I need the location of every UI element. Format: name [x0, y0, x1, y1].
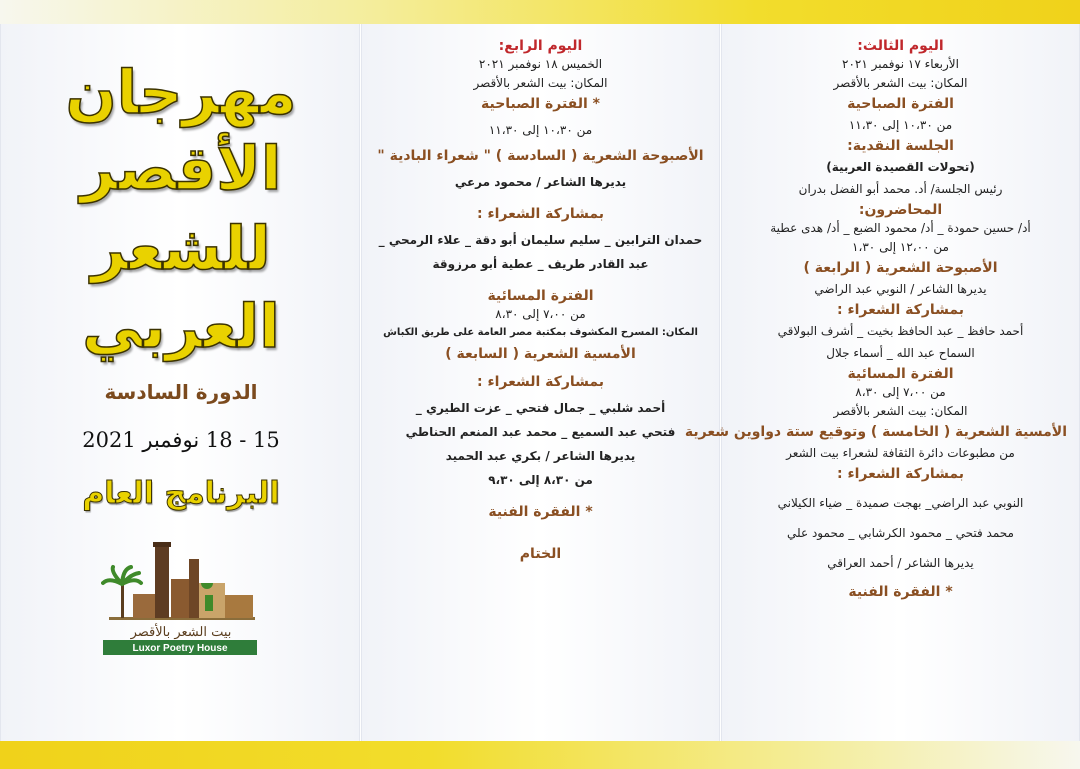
day4-poets-2: عبد القادر طريف _ عطية أبو مرزوقة: [432, 257, 649, 271]
day3-poets-1: أحمد حافظ _ عبد الحافظ بخيت _ أشرف البولاقي: [777, 324, 1024, 338]
day4-art-segment: * الفقرة الفنية: [488, 504, 593, 520]
day4-evening-time: من ٧،٠٠ إلى ٨،٣٠: [495, 307, 586, 321]
luxor-poetry-house-logo: [101, 539, 261, 659]
day4-closing: الختام: [519, 546, 562, 562]
day3-place: المكان: بيت الشعر بالأقصر: [833, 76, 968, 90]
day3-evening-place: المكان: بيت الشعر بالأقصر: [833, 404, 968, 418]
day4-poets-4: فتحي عبد السميع _ محمد عبد المنعم الحناطي: [405, 425, 676, 439]
day3-topic: (تحولات القصيدة العربية): [826, 160, 975, 174]
day4-morning-session: الأصبوحة الشعرية ( السادسة ) " شعراء البادية ": [377, 148, 704, 164]
day3-evening-time: من ٧،٠٠ إلى ٨،٣٠: [855, 385, 946, 399]
festival-title-line-2: الأقصر: [80, 134, 282, 204]
festival-title-line-3: للشعر: [91, 214, 271, 284]
day4-participation: بمشاركة الشعراء :: [476, 206, 605, 222]
day4-poets-3: أحمد شلبي _ جمال فتحي _ عزت الطيري _: [415, 401, 666, 415]
festival-title-line-4: العربي: [82, 292, 280, 362]
day4-evening-host: يديرها الشاعر / بكري عبد الحميد: [445, 449, 636, 463]
bottom-yellow-band: [0, 741, 1080, 769]
day3-morning-host: يديرها الشاعر / النوبي عبد الراضي: [814, 282, 987, 296]
day4-date: الخميس ١٨ نوفمبر ٢٠٢١: [478, 57, 603, 71]
festival-title-line-1: مهرجان: [65, 58, 297, 128]
day3-lecture-time: من ١٢،٠٠ إلى ١،٣٠: [852, 240, 949, 254]
day3-evening-host: يديرها الشاعر / أحمد العراقي: [827, 556, 974, 570]
day4-poets-1: حمدان الترابين _ سليم سليمان أبو دقة _ علاء الرمحي _: [378, 233, 703, 247]
day3-publications: من مطبوعات دائرة الثقافة لشعراء بيت الشعر: [786, 446, 1015, 460]
day3-morning-time: من ١٠،٣٠ إلى ١١،٣٠: [848, 118, 953, 132]
day3-title: اليوم الثالث:: [857, 38, 944, 54]
cover-panel: [0, 24, 360, 741]
day3-lecturers: أد/ حسين حمودة _ أد/ محمود الضبع _ أد/ هدى عطية: [770, 221, 1031, 235]
general-program-label: البرنامج العام: [82, 476, 280, 511]
festival-dates: 15 - 18 نوفمبر 2021: [82, 428, 280, 452]
day3-critical-session: الجلسة النقدية:: [847, 138, 954, 154]
day3-art-segment: * الفقرة الفنية: [848, 584, 953, 600]
day3-panel: [684, 24, 1080, 741]
day3-morning-heading: الفترة الصباحية: [847, 96, 954, 112]
day3-participation-2: بمشاركة الشعراء :: [836, 466, 965, 482]
logo-english-text: Luxor Poetry House: [132, 643, 228, 654]
day3-date: الأربعاء ١٧ نوفمبر ٢٠٢١: [842, 57, 959, 71]
day3-evening-session: الأمسية الشعرية ( الخامسة ) وتوقيع ستة دواوين شعرية: [684, 424, 1067, 440]
day4-morning-host: يديرها الشاعر / محمود مرعي: [454, 175, 627, 189]
day4-evening-heading: الفترة المسائية: [487, 288, 594, 304]
day3-lecturers-label: المحاضرون:: [858, 202, 943, 218]
day3-participation: بمشاركة الشعراء :: [836, 302, 965, 318]
day4-title: اليوم الرابع:: [498, 38, 583, 54]
day3-poets-3: النوبي عبد الراضي_ بهجت صميدة _ ضياء الكيلاني: [777, 496, 1024, 510]
day4-late-time: من ٨،٣٠ إلى ٩،٣٠: [488, 473, 593, 487]
day3-poets-4: محمد فتحي _ محمود الكرشابي _ محمود علي: [787, 526, 1014, 540]
day4-morning-time: من ١٠،٣٠ إلى ١١،٣٠: [488, 123, 593, 137]
day4-evening-session: الأمسية الشعرية ( السابعة ): [445, 346, 636, 362]
top-yellow-band: [0, 0, 1080, 24]
day3-poets-2: السماح عبد الله _ أسماء جلال: [826, 346, 975, 360]
day4-panel: [361, 24, 720, 741]
day4-place: المكان: بيت الشعر بالأقصر: [473, 76, 608, 90]
day3-evening-heading: الفترة المسائية: [847, 366, 954, 382]
day4-evening-place: المكان: المسرح المكشوف بمكتبة مصر العامة على طريق الكباش: [383, 327, 698, 338]
festival-session: الدورة السادسة: [104, 380, 258, 404]
day3-morning-session: الأصبوحة الشعرية ( الرابعة ): [803, 260, 998, 276]
logo-arabic-text: بيت الشعر بالأقصر: [130, 625, 232, 640]
day4-participation-2: بمشاركة الشعراء :: [476, 374, 605, 390]
day4-morning-heading: * الفترة الصباحية: [480, 96, 600, 112]
day3-chair: رئيس الجلسة/ أد. محمد أبو الفضل بدران: [798, 182, 1003, 196]
